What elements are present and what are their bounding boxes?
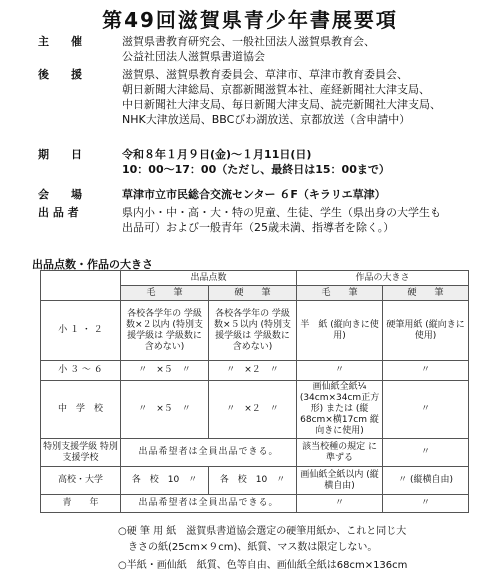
cell-count-pen: 〃 ×２ 〃: [209, 361, 297, 381]
cell-count-brush: 各 校 10 〃: [121, 467, 209, 495]
note-line: きさの紙(25cm×９cm)、紙質、マス数は限定しない。: [118, 542, 378, 553]
cell-size-pen: 〃: [383, 381, 469, 439]
note-brush-paper: [118, 558, 407, 574]
venue-label: 会 場: [38, 188, 82, 201]
period-value: [122, 147, 492, 177]
cell-size-pen: 硬筆用紙 (縦向きに使用): [383, 301, 469, 361]
row-label: 特別支援学級 特別支援学校: [41, 439, 121, 467]
entrants-line: 県内小・中・高・大・特の児童、生徒、学生（県出身の大学生も: [122, 206, 441, 219]
page-title: 第49回滋賀県青少年書展要項: [102, 8, 398, 32]
header-size-pen: 硬 筆: [383, 286, 469, 301]
cell-size-brush: 該当校種の規定 に準ずる: [297, 439, 383, 467]
cell-size-brush: 〃: [297, 495, 383, 513]
period-label: 期 日: [38, 148, 82, 161]
row-label: 小 ３ 〜 ６: [41, 361, 121, 381]
sponsor-value: [122, 67, 492, 127]
cell-size-brush: 画仙紙全紙¼ (34cm×34cm正方形) または (縦68cm×横17cm 縦向きに使用): [297, 381, 383, 439]
venue-line: 草津市立市民総合交流センター ６F（キラリエ草津）: [122, 188, 386, 201]
cell-size-brush: 〃: [297, 361, 383, 381]
row-label: 中 学 校: [41, 381, 121, 439]
cell-count-merged: 出品希望者は全員出品できる。: [121, 439, 297, 467]
cell-size-brush: 半 紙 (縦向きに使用): [297, 301, 383, 361]
header-count-pen: 硬 筆: [209, 286, 297, 301]
note-pen-paper: [118, 524, 406, 556]
period-line: 10：00〜17：00（ただし、最終日は15：00まで）: [122, 163, 390, 176]
cell-count-pen: 各 校 10 〃: [209, 467, 297, 495]
header-size: 作品の大きさ: [297, 271, 469, 286]
row-label: 高校・大学: [41, 467, 121, 495]
entrants-label: 出 品 者: [38, 206, 79, 219]
period-line: 令和８年１月９日(金)〜１月11日(日): [122, 148, 312, 161]
note-line: ○半紙・画仙紙 紙質、色等自由、画仙紙全紙は68cm×136cm: [118, 560, 408, 571]
organizer-value: [122, 34, 492, 64]
table-row: [41, 495, 469, 513]
cell-count-brush: 各校各学年の 学級数×２以内 (特別支援学級は 学級数に含めない): [121, 301, 209, 361]
entrants-value: [122, 205, 492, 235]
cell-count-brush: 〃 ×５ 〃: [121, 381, 209, 439]
header-size-brush: 毛 筆: [297, 286, 383, 301]
table-row: [41, 301, 469, 361]
row-label: 青 年: [41, 495, 121, 513]
sponsor-line: 朝日新聞大津総局、京都新聞滋賀本社、産経新聞社大津支局、: [122, 83, 430, 96]
venue-value: [122, 187, 492, 202]
cell-size-pen: 〃: [383, 361, 469, 381]
cell-size-brush: 画仙紙全紙以内 (縦横自由): [297, 467, 383, 495]
table-row: [41, 381, 469, 439]
header-count-brush: 毛 筆: [121, 286, 209, 301]
organizer-line: 公益社団法人滋賀県書道協会: [122, 50, 265, 63]
entrants-line: 出品可）および一般青年（25歳未満、指導者を除く。）: [122, 221, 395, 234]
table-corner-cell: [41, 271, 121, 301]
section-heading: 出品点数・作品の大きさ: [32, 258, 153, 271]
cell-count-brush: 〃 ×５ 〃: [121, 361, 209, 381]
table-row: [41, 467, 469, 495]
sponsor-line: NHK大津放送局、BBCびわ湖放送、京都放送（含申請中）: [122, 113, 411, 126]
note-line: ○硬 筆 用 紙 滋賀県書道協会選定の硬筆用紙か、これと同じ大: [118, 526, 407, 537]
cell-size-pen: 〃: [383, 495, 469, 513]
row-label: 小 １ ・ ２: [41, 301, 121, 361]
organizer-line: 滋賀県書教育研究会、一般社団法人滋賀県教育会、: [122, 35, 375, 48]
table-row: [41, 361, 469, 381]
cell-count-merged: 出品希望者は全員出品できる。: [121, 495, 297, 513]
organizer-label: 主 催: [38, 35, 82, 48]
entry-size-table: [40, 270, 469, 513]
table-row: [41, 439, 469, 467]
cell-count-pen: 〃 ×２ 〃: [209, 381, 297, 439]
sponsor-label: 後 援: [38, 68, 82, 81]
cell-size-pen: 〃: [383, 439, 469, 467]
sponsor-line: 中日新聞社大津支局、毎日新聞大津支局、読売新聞社大津支局、: [122, 98, 441, 111]
header-count: 出品点数: [121, 271, 297, 286]
sponsor-line: 滋賀県、滋賀県教育委員会、草津市、草津市教育委員会、: [122, 68, 408, 81]
cell-count-pen: 各校各学年の 学級数×５以内 (特別支援学級は 学級数に含めない): [209, 301, 297, 361]
cell-size-pen: 〃 (縦横自由): [383, 467, 469, 495]
table-header-row: [41, 271, 469, 286]
